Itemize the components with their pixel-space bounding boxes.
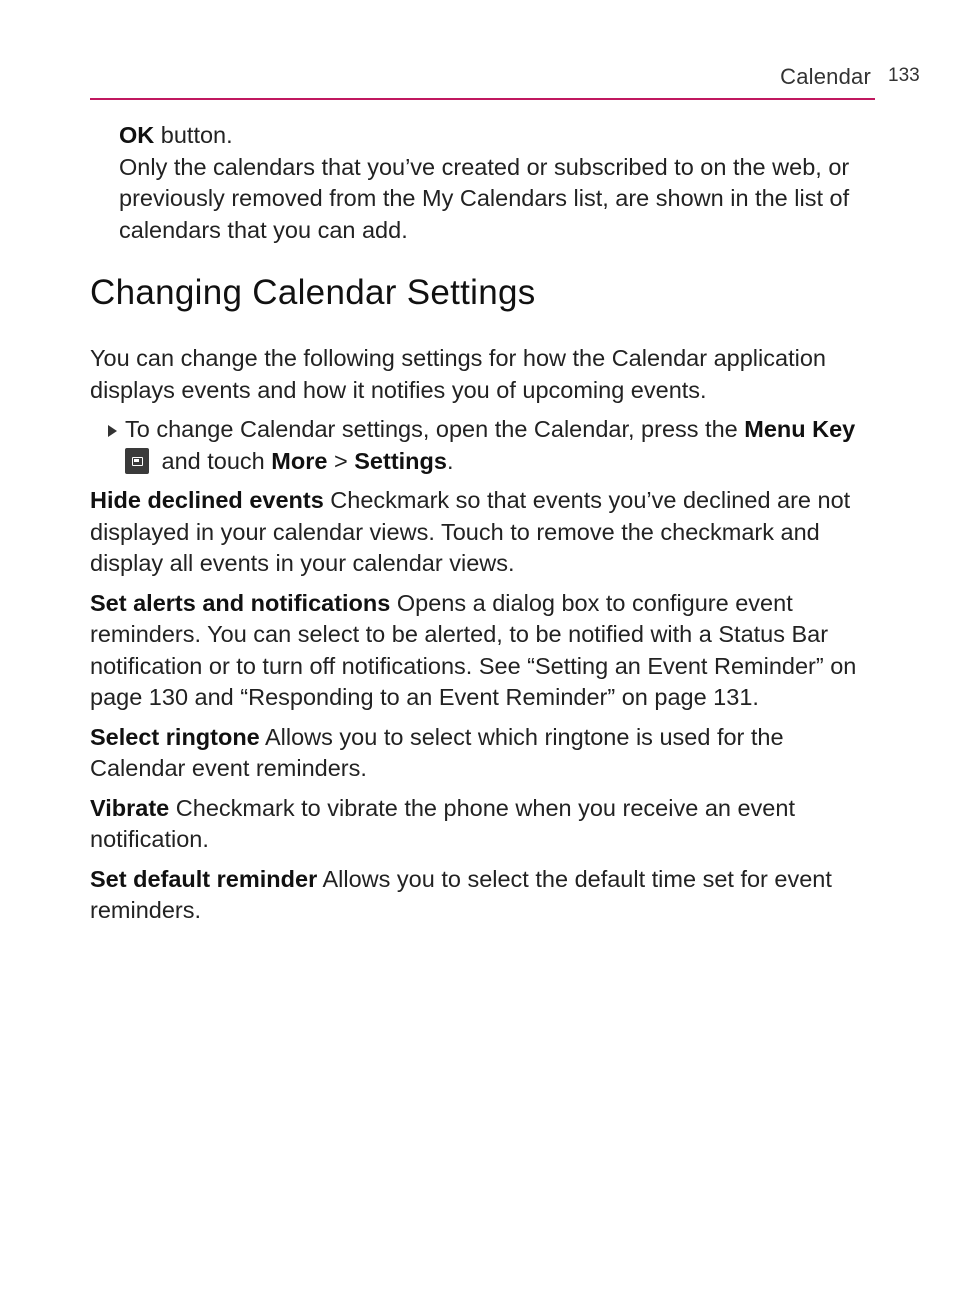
- instruction-bullet: [90, 414, 880, 477]
- setting-description: Allows you to select the default time set for event reminders.: [90, 865, 832, 923]
- menu-key-icon: [125, 448, 149, 474]
- page-number: 133: [888, 65, 920, 86]
- setting-description: Opens a dialog box to configure event reminders. You can select to be alerted, to be notified with a Status Bar notification or to turn off notifications. See “Setting an Event Reminder” on page 130 and “Responding to an Event Reminder” on page 131.: [90, 589, 857, 710]
- setting-name: Select ringtone: [90, 723, 260, 750]
- setting-description: Checkmark so that events you’ve declined are not displayed in your calendar views. Touch to remove the checkmark and display all events in your calendar views.: [90, 487, 851, 576]
- ok-rest: button.: [154, 122, 233, 148]
- setting-name: Hide declined events: [90, 487, 324, 513]
- setting-select-ringtone: [90, 722, 880, 785]
- instruction-text: [125, 414, 880, 477]
- intro-paragraph: You can change the following settings for how the Calendar application displays events and how it notifies you of upcoming events.: [90, 345, 826, 403]
- page-content: [90, 120, 880, 927]
- setting-hide-declined-events: [90, 485, 880, 580]
- setting-name: Vibrate: [90, 794, 170, 821]
- menu-key-label: Menu Key: [744, 416, 856, 442]
- more-label: More: [271, 447, 328, 474]
- setting-default-reminder: [90, 864, 880, 927]
- setting-name: Set alerts and notifications: [90, 589, 391, 616]
- setting-name: Set default reminder: [90, 865, 318, 892]
- setting-description: Allows you to select which ringtone is used for the Calendar event reminders.: [90, 723, 784, 781]
- settings-label: Settings: [354, 447, 447, 474]
- section-name: Calendar: [780, 64, 871, 89]
- intro-block: [90, 120, 880, 246]
- path-separator: >: [327, 447, 355, 474]
- page-header: [90, 62, 875, 100]
- setting-description: Checkmark to vibrate the phone when you receive an event notification.: [90, 794, 795, 852]
- bullet-arrow-icon: [108, 425, 117, 437]
- instruction-lead: To change Calendar settings, open the Calendar, press the: [125, 416, 745, 442]
- instruction-touch: and touch: [155, 447, 272, 474]
- instruction-end: .: [446, 447, 454, 474]
- ok-line: [119, 120, 880, 152]
- ok-label: OK: [119, 122, 155, 148]
- section-title: Changing Calendar Settings: [90, 273, 536, 312]
- calendars-note: Only the calendars that you’ve created or subscribed to on the web, or previously removed from the My Calendars list, are shown in the list of calendars that you can add.: [119, 153, 850, 243]
- setting-vibrate: [90, 793, 880, 856]
- setting-set-alerts: [90, 588, 880, 714]
